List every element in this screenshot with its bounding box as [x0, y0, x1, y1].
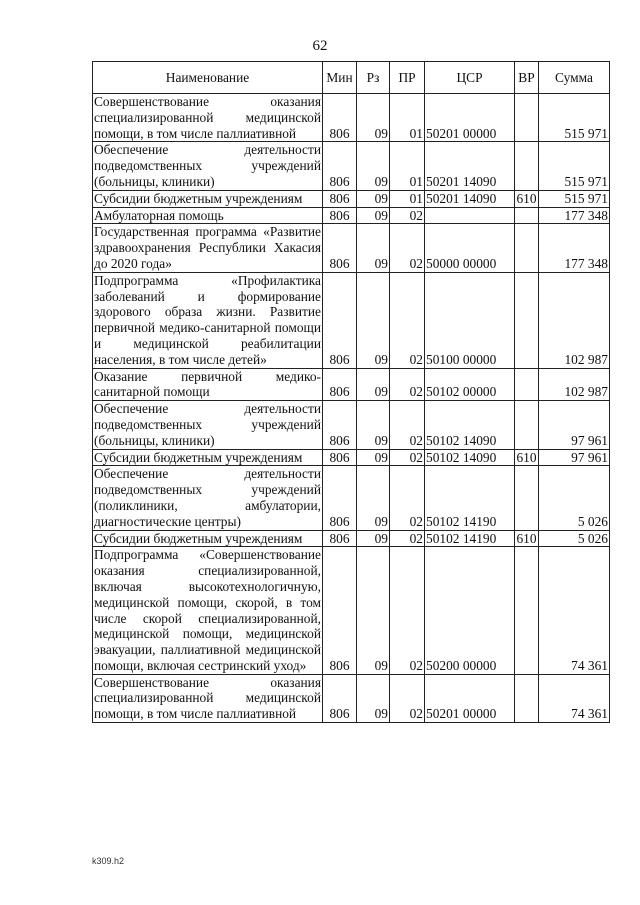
table-row: [93, 401, 610, 449]
cell-sum: 74 361: [539, 674, 610, 722]
cell-sum: 5 026: [539, 466, 610, 530]
cell-pr: 02: [390, 547, 425, 674]
cell-pr: 02: [390, 449, 425, 466]
cell-min: 806: [323, 94, 357, 142]
table-row: [93, 547, 610, 674]
cell-vr: [515, 547, 539, 674]
cell-pr: 01: [390, 190, 425, 207]
cell-vr: [515, 368, 539, 401]
cell-sum: 177 348: [539, 224, 610, 272]
header-sum: Сумма: [539, 62, 610, 94]
cell-min: 806: [323, 142, 357, 190]
cell-csr: 50102 00000: [425, 368, 515, 401]
cell-name: Государственная программа «Развитие здравоохранения Республики Хакасия до 2020 года»: [94, 224, 321, 271]
cell-rz: 09: [357, 94, 390, 142]
cell-vr: [515, 94, 539, 142]
cell-rz: 09: [357, 674, 390, 722]
table-header-row: [93, 62, 610, 94]
cell-rz: 09: [357, 449, 390, 466]
cell-rz: 09: [357, 142, 390, 190]
cell-min: 806: [323, 466, 357, 530]
cell-vr: [515, 401, 539, 449]
header-vr: ВР: [515, 62, 539, 94]
cell-pr: 02: [390, 466, 425, 530]
table-row: [93, 94, 610, 142]
table-row: [93, 466, 610, 530]
cell-pr: 02: [390, 207, 425, 224]
cell-sum: 5 026: [539, 530, 610, 547]
cell-vr: [515, 272, 539, 368]
cell-name: Подпрограмма «Совершенствование оказания специализированной, включая высокотехнологичную, медицинской помощи, скорой, в том числе скорой специализированной, медицинской помощи, медицинской эвакуации, паллиативной медицинской помощи, включая сестринский уход»: [94, 547, 321, 673]
cell-csr: [425, 207, 515, 224]
cell-name: Амбулаторная помощь: [93, 207, 323, 224]
cell-sum: 515 971: [539, 94, 610, 142]
cell-rz: 09: [357, 530, 390, 547]
cell-min: 806: [323, 224, 357, 272]
cell-rz: 09: [357, 466, 390, 530]
cell-name: Обеспечение деятельности подведомственных учреждений (поликлиники, амбулатории, диагностические центры): [94, 466, 321, 529]
table-row: [93, 190, 610, 207]
cell-rz: 09: [357, 368, 390, 401]
cell-min: 806: [323, 207, 357, 224]
cell-pr: 02: [390, 368, 425, 401]
cell-sum: 97 961: [539, 449, 610, 466]
cell-name: Субсидии бюджетным учреждениям: [93, 449, 323, 466]
cell-sum: 102 987: [539, 368, 610, 401]
table-row: [93, 207, 610, 224]
cell-sum: 515 971: [539, 190, 610, 207]
cell-vr: [515, 207, 539, 224]
cell-name: Совершенствование оказания специализированной медицинской помощи, в том числе паллиативной: [94, 674, 321, 722]
cell-name: Совершенствование оказания специализированной медицинской помощи, в том числе паллиативной: [94, 94, 321, 141]
cell-vr: 610: [516, 530, 537, 546]
header-min: Мин: [323, 62, 357, 94]
table-row: [93, 142, 610, 190]
cell-pr: 02: [390, 674, 425, 722]
cell-min: 806: [323, 530, 357, 547]
cell-rz: 09: [357, 272, 390, 368]
cell-vr: [515, 466, 539, 530]
page-number: 62: [312, 38, 328, 54]
cell-min: 806: [323, 368, 357, 401]
cell-csr: 50000 00000: [425, 224, 515, 272]
cell-name: Подпрограмма «Профилактика заболеваний и формирование здорового образа жизни. Развитие первичной медико-санитарной помощи и медицинской реабилитации населения, в том числе детей»: [94, 272, 321, 367]
cell-csr: 50100 00000: [425, 272, 515, 368]
header-csr: ЦСР: [425, 62, 515, 94]
cell-pr: 02: [390, 224, 425, 272]
cell-name: Субсидии бюджетным учреждениям: [93, 190, 323, 207]
cell-sum: 102 987: [539, 272, 610, 368]
cell-csr: 50201 14090: [425, 190, 515, 207]
cell-name: Обеспечение деятельности подведомственных учреждений (больницы, клиники): [94, 142, 321, 189]
cell-pr: 02: [390, 530, 425, 547]
table-row: [93, 272, 610, 368]
cell-pr: 01: [390, 94, 425, 142]
cell-min: 806: [323, 401, 357, 449]
header-rz: Рз: [357, 62, 390, 94]
cell-name: Обеспечение деятельности подведомственных учреждений (больницы, клиники): [94, 401, 321, 448]
cell-sum: 74 361: [539, 547, 610, 674]
cell-pr: 02: [390, 272, 425, 368]
table-body: [93, 94, 610, 723]
cell-csr: 50102 14190: [425, 530, 515, 547]
cell-pr: 02: [390, 401, 425, 449]
cell-csr: 50102 14090: [425, 449, 515, 466]
cell-rz: 09: [357, 190, 390, 207]
header-pr: ПР: [390, 62, 425, 94]
cell-min: 806: [323, 547, 357, 674]
table-row: [93, 530, 610, 547]
footer-code: k309.h2: [92, 856, 125, 866]
cell-rz: 09: [357, 224, 390, 272]
cell-min: 806: [323, 674, 357, 722]
cell-csr: 50200 00000: [425, 547, 515, 674]
cell-vr: [515, 224, 539, 272]
cell-vr: 610: [516, 449, 537, 465]
cell-csr: 50102 14190: [425, 466, 515, 530]
cell-csr: 50201 00000: [425, 94, 515, 142]
table-row: [93, 224, 610, 272]
cell-pr: 01: [390, 142, 425, 190]
cell-min: 806: [323, 272, 357, 368]
cell-vr: 610: [516, 190, 537, 206]
cell-rz: 09: [357, 401, 390, 449]
table-row: [93, 674, 610, 722]
cell-sum: 97 961: [539, 401, 610, 449]
table-row: [93, 368, 610, 401]
cell-csr: 50201 14090: [425, 142, 515, 190]
cell-csr: 50102 14090: [425, 401, 515, 449]
cell-rz: 09: [357, 547, 390, 674]
cell-vr: [515, 674, 539, 722]
header-name: Наименование: [93, 62, 323, 94]
budget-table: [92, 61, 610, 723]
cell-name: Оказание первичной медико-санитарной помощи: [94, 368, 321, 400]
table-row: [93, 449, 610, 466]
cell-min: 806: [323, 190, 357, 207]
cell-vr: [515, 142, 539, 190]
cell-csr: 50201 00000: [425, 674, 515, 722]
cell-rz: 09: [357, 207, 390, 224]
cell-sum: 177 348: [539, 207, 610, 224]
cell-min: 806: [323, 449, 357, 466]
cell-sum: 515 971: [539, 142, 610, 190]
cell-name: Субсидии бюджетным учреждениям: [93, 530, 323, 547]
